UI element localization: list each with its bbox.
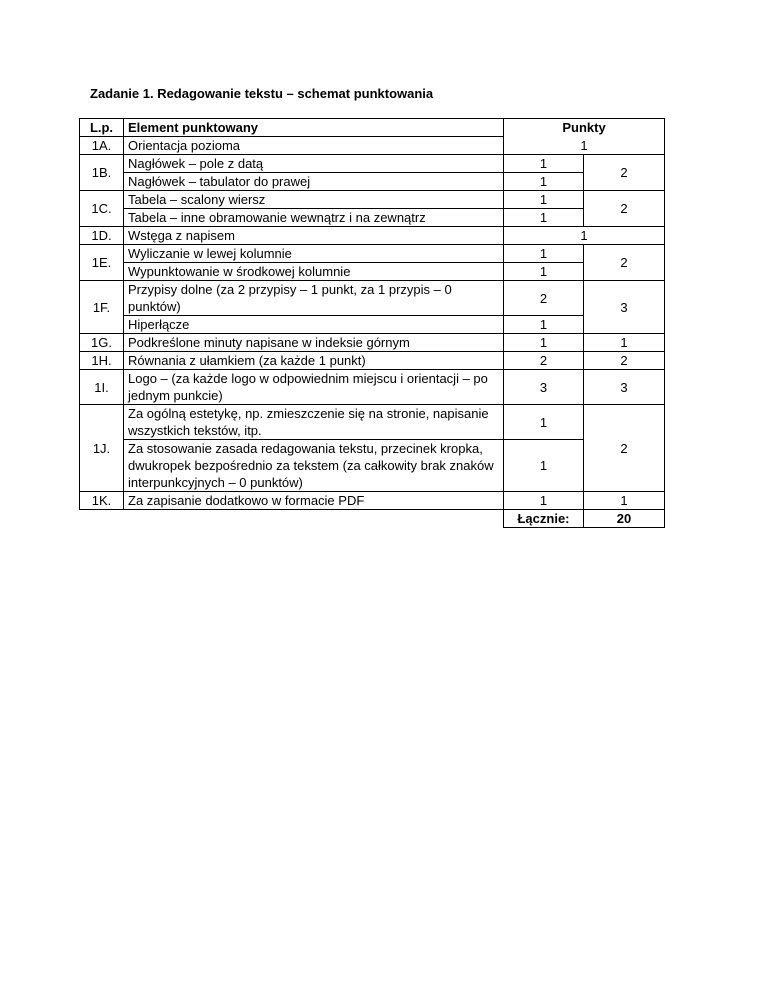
row-lp: 1G. xyxy=(80,334,124,352)
row-total: 1 xyxy=(504,137,665,155)
row-points: 2 xyxy=(504,281,584,316)
row-element: Hiperłącze xyxy=(124,316,504,334)
row-element: Wstęga z napisem xyxy=(124,227,504,245)
table-row xyxy=(80,405,665,440)
row-lp: 1D. xyxy=(80,227,124,245)
row-element: Tabela – scalony wiersz xyxy=(124,191,504,209)
row-points: 1 xyxy=(504,492,584,510)
row-points: 2 xyxy=(504,352,584,370)
row-lp: 1C. xyxy=(80,191,124,227)
row-total: 3 xyxy=(584,281,665,334)
row-points: 1 xyxy=(504,405,584,440)
row-points: 3 xyxy=(504,370,584,405)
table-row xyxy=(80,191,665,209)
table-row xyxy=(80,281,665,316)
row-total: 2 xyxy=(584,245,665,281)
row-element: Nagłówek – tabulator do prawej xyxy=(124,173,504,191)
header-lp: L.p. xyxy=(80,119,124,137)
header-points: Punkty xyxy=(504,119,665,137)
row-points: 1 xyxy=(504,209,584,227)
sum-row xyxy=(80,510,665,528)
row-element: Logo – (za każde logo w odpowiednim miejscu i orientacji – po jednym punkcie) xyxy=(124,370,504,405)
table-row xyxy=(80,492,665,510)
table-header-row xyxy=(80,119,665,137)
row-total: 1 xyxy=(584,334,665,352)
row-lp: 1J. xyxy=(80,405,124,492)
row-element: Wypunktowanie w środkowej kolumnie xyxy=(124,263,504,281)
row-lp: 1I. xyxy=(80,370,124,405)
row-element: Wyliczanie w lewej kolumnie xyxy=(124,245,504,263)
row-element: Tabela – inne obramowanie wewnątrz i na zewnątrz xyxy=(124,209,504,227)
page-title: Zadanie 1. Redagowanie tekstu – schemat punktowania xyxy=(90,86,434,101)
sum-label: Łącznie: xyxy=(504,510,584,528)
row-lp: 1E. xyxy=(80,245,124,281)
row-element: Podkreślone minuty napisane w indeksie górnym xyxy=(124,334,504,352)
row-points: 1 xyxy=(504,155,584,173)
row-points: 1 xyxy=(504,316,584,334)
row-total: 1 xyxy=(584,492,665,510)
header-element: Element punktowany xyxy=(124,119,504,137)
row-points: 1 xyxy=(504,173,584,191)
row-points: 1 xyxy=(504,191,584,209)
row-total: 2 xyxy=(584,405,665,492)
row-points: 1 xyxy=(504,245,584,263)
table-row xyxy=(80,263,665,281)
row-points: 1 xyxy=(504,440,584,492)
row-lp: 1B. xyxy=(80,155,124,191)
row-element: Przypisy dolne (za 2 przypisy – 1 punkt, za 1 przypis – 0 punktów) xyxy=(124,281,504,316)
table-row xyxy=(80,137,665,155)
row-element: Za stosowanie zasada redagowania tekstu, przecinek kropka, dwukropek bezpośrednio za tekstem (za całkowity brak znaków interpunkcyjnych – 0 punktów) xyxy=(124,440,504,492)
table-row xyxy=(80,352,665,370)
row-lp: 1A. xyxy=(80,137,124,155)
row-total: 3 xyxy=(584,370,665,405)
table-row xyxy=(80,440,665,492)
table-row xyxy=(80,245,665,263)
table-row xyxy=(80,173,665,191)
scoring-table xyxy=(79,118,665,528)
row-lp: 1F. xyxy=(80,281,124,334)
row-element: Nagłówek – pole z datą xyxy=(124,155,504,173)
sum-value: 20 xyxy=(584,510,665,528)
row-element: Orientacja pozioma xyxy=(124,137,504,155)
table-row xyxy=(80,227,665,245)
row-element: Za ogólną estetykę, np. zmieszczenie się na stronie, napisanie wszystkich tekstów, itp. xyxy=(124,405,504,440)
row-points: 1 xyxy=(504,263,584,281)
row-points: 1 xyxy=(504,334,584,352)
row-total: 1 xyxy=(504,227,665,245)
row-lp: 1K. xyxy=(80,492,124,510)
table-row xyxy=(80,316,665,334)
table-row xyxy=(80,155,665,173)
row-element: Za zapisanie dodatkowo w formacie PDF xyxy=(124,492,504,510)
table-row xyxy=(80,370,665,405)
row-total: 2 xyxy=(584,155,665,191)
table-row xyxy=(80,334,665,352)
row-total: 2 xyxy=(584,352,665,370)
row-element: Równania z ułamkiem (za każde 1 punkt) xyxy=(124,352,504,370)
row-total: 2 xyxy=(584,191,665,227)
row-lp: 1H. xyxy=(80,352,124,370)
table-row xyxy=(80,209,665,227)
